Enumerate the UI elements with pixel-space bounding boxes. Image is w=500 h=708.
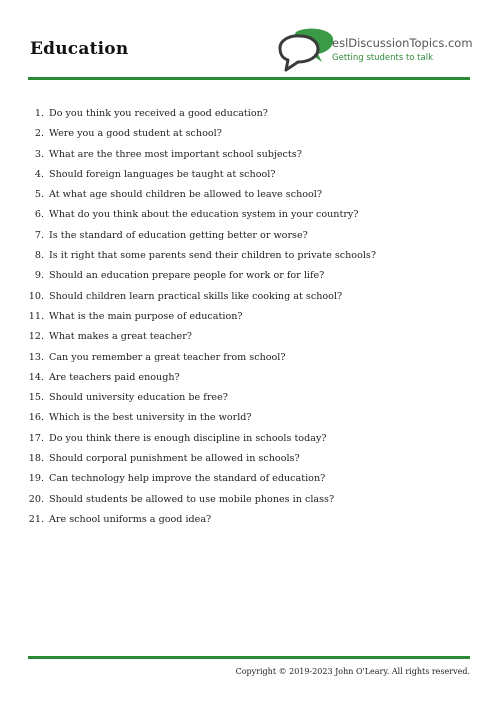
question-number: 19. [28, 473, 44, 485]
question-text: Which is the best university in the world? [49, 412, 252, 424]
question-item [28, 368, 470, 388]
question-text: Should foreign languages be taught at school? [49, 168, 276, 180]
question-item [28, 429, 470, 449]
question-text: Should students be allowed to use mobile phones in class? [49, 493, 335, 505]
question-item [28, 449, 470, 469]
question-item [28, 104, 470, 124]
copyright-text: Copyright © 2019-2023 John O'Leary. All rights reserved. [235, 667, 470, 676]
question-text: What are the three most important school subjects? [49, 148, 302, 160]
question-item [28, 510, 470, 530]
question-number: 16. [28, 412, 44, 424]
question-item [28, 490, 470, 510]
question-text: Can you remember a great teacher from school? [49, 351, 286, 363]
question-number: 20. [28, 493, 44, 505]
question-number: 11. [28, 310, 44, 322]
question-text: Should an education prepare people for work or for life? [49, 270, 325, 282]
question-text: Should children learn practical skills like cooking at school? [49, 290, 343, 302]
question-item [28, 266, 470, 286]
question-text: Should corporal punishment be allowed in schools? [49, 453, 300, 465]
speech-bubbles-icon [274, 28, 334, 76]
page-header [28, 26, 473, 78]
logo-name: eslDiscussionTopics.com [332, 36, 473, 50]
question-number: 7. [34, 229, 44, 241]
question-number: 21. [28, 513, 44, 525]
question-number: 14. [28, 371, 44, 383]
question-text: Is it right that some parents send their children to private schools? [49, 250, 376, 262]
question-text: Is the standard of education getting better or worse? [49, 229, 308, 241]
question-text: Do you think there is enough discipline in schools today? [49, 432, 327, 444]
question-text: What do you think about the education system in your country? [49, 209, 359, 221]
question-item [28, 469, 470, 489]
question-number: 9. [34, 270, 44, 282]
question-number: 5. [34, 189, 44, 201]
question-item [28, 307, 470, 327]
question-item [28, 226, 470, 246]
question-list [28, 104, 470, 530]
footer-divider [28, 656, 470, 659]
question-number: 8. [34, 250, 44, 262]
question-number: 6. [34, 209, 44, 221]
question-number: 12. [28, 331, 44, 343]
question-item [28, 205, 470, 225]
question-text: Do you think you received a good education? [49, 108, 268, 119]
question-item [28, 327, 470, 347]
question-item [28, 185, 470, 205]
question-item [28, 246, 470, 266]
question-item [28, 287, 470, 307]
question-text: Were you a good student at school? [49, 128, 222, 140]
question-text: Are school uniforms a good idea? [49, 513, 212, 525]
question-item [28, 145, 470, 165]
question-text: Can technology help improve the standard of education? [49, 473, 326, 485]
question-item [28, 408, 470, 428]
question-text: Are teachers paid enough? [49, 371, 180, 383]
dark-bubble-shape [280, 36, 318, 70]
question-number: 4. [34, 168, 44, 180]
header-divider [28, 77, 470, 80]
question-number: 13. [28, 351, 44, 363]
question-text: What makes a great teacher? [49, 331, 192, 343]
question-text: What is the main purpose of education? [49, 310, 243, 322]
question-number: 15. [28, 392, 44, 404]
question-item [28, 388, 470, 408]
question-item [28, 165, 470, 185]
page-title: Education [30, 39, 129, 59]
site-logo[interactable] [274, 28, 473, 76]
question-item [28, 124, 470, 144]
question-text: At what age should children be allowed to leave school? [49, 189, 323, 201]
question-number: 2. [34, 128, 44, 140]
logo-tagline: Getting students to talk [332, 53, 434, 63]
question-number: 1. [34, 108, 44, 119]
question-number: 17. [28, 432, 44, 444]
question-number: 10. [28, 290, 44, 302]
question-item [28, 348, 470, 368]
question-number: 3. [34, 148, 44, 160]
question-text: Should university education be free? [49, 392, 228, 404]
question-number: 18. [28, 453, 44, 465]
